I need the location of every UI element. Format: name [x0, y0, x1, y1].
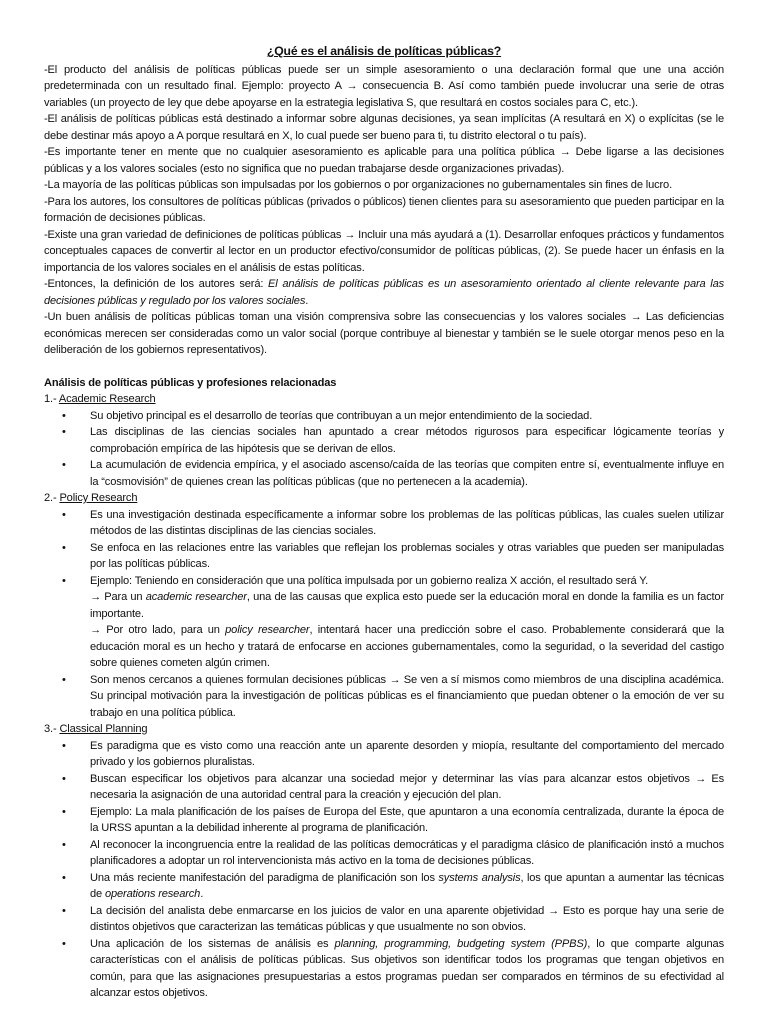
list-item — [62, 408, 724, 425]
list-item-text: Una aplicación de los sistemas de análisis es — [90, 937, 335, 950]
list-item — [62, 457, 724, 490]
intro-paragraph-2: -El análisis de políticas públicas está destinado a informar sobre algunas decisiones, ya sean implícitas (A resultará en X) o explícitas (se le debe destinar más apoyo a A porque resultará en X, lo cual puede ser bueno para ti, tu distrito electoral o tu país). — [44, 113, 724, 142]
bullet-icon: • — [62, 541, 66, 554]
arrow-text: → Por otro lado, para un — [90, 624, 226, 636]
list-item — [62, 771, 724, 804]
list-item-text: Es paradigma que es visto como una reacción ante un aparente desorden y miopía, resultante del comportamiento del mercado privado y los gobiernos pluralistas. — [90, 739, 724, 768]
bullet-icon: • — [62, 772, 66, 785]
bullet-icon: • — [62, 409, 66, 422]
bullet-icon: • — [62, 871, 66, 884]
page-title: ¿Qué es el análisis de políticas públicas? — [266, 44, 502, 58]
section-name: Policy Research — [59, 492, 138, 504]
list-item-text: Son menos cercanos a quienes formulan decisiones públicas → Se ven a sí mismos como miembros de una disciplina académica. Su principal motivación para la investigación de políticas públicas es el financiamiento que puedan obtener o la emoción de ver su trabajo en una política pública. — [90, 673, 724, 719]
list-item-text: La decisión del analista debe enmarcarse en los juicios de valor en una aparente objetividad → Esto es porque hay una serie de distintos objetivos que caracterizan las temáticas públicas y que usualmente no son obvios. — [90, 904, 724, 933]
intro-paragraph-4: -La mayoría de las políticas públicas son impulsadas por los gobiernos o por organizaciones no gubernamentales sin fines de lucro. — [44, 179, 673, 191]
list-item-text: Ejemplo: Teniendo en consideración que una política impulsada por un gobierno realiza X acción, el resultado será Y. — [90, 574, 649, 587]
arrow-text: → Para un — [90, 591, 146, 603]
list-item-text: Ejemplo: La mala planificación de los países de Europa del Este, que apuntaron a una economía centralizada, durante la época de la URSS apuntan a la debilidad inherente al programa de planificación. — [90, 805, 724, 834]
bullet-icon: • — [62, 426, 66, 438]
list-item — [62, 903, 724, 936]
list-item — [62, 573, 724, 672]
policy-research-list — [44, 507, 724, 722]
list-item — [62, 424, 724, 457]
section-name: Academic Research — [58, 393, 156, 405]
section-spacer — [44, 359, 724, 375]
definition-text: El análisis de políticas públicas es un asesoramiento orientado al cliente relevante para las decisiones públicas y regulado por los valores sociales — [44, 278, 724, 307]
list-item-text: Al reconocer la incongruencia entre la realidad de las políticas democráticas y el paradigma clásico de planificación instó a muchos planificadores a adoptar un rol intervencionista más activo en la toma de decisiones públicas. — [90, 838, 724, 867]
bullet-icon: • — [62, 937, 66, 950]
example-policy-researcher — [90, 622, 724, 672]
definition-paragraph — [44, 276, 724, 309]
definition-suffix: . — [305, 294, 309, 307]
list-item — [62, 672, 724, 722]
intro-paragraph-5: -Para los autores, los consultores de políticas públicas (privados o públicos) tienen clientes para su asesoramiento que pueden participar en la formación de decisiones públicas. — [44, 195, 724, 224]
term-ppbs: planning, programming, budgeting system (PPBS) — [334, 937, 588, 950]
section-name: Classical Planning — [59, 723, 148, 735]
example-text: , intentará hacer una predicción sobre el caso. Probablemente considerará que la educación moral es un hecho y tratará de enfocarse en acciones gubernamentales, como la seguridad, o la severidad del castigo sobre quienes cometen algún crimen. — [90, 624, 724, 669]
section-number: 2.- — [44, 492, 60, 504]
term-policy-researcher: policy researcher — [225, 624, 310, 636]
bullet-icon: • — [62, 838, 66, 851]
bullet-icon: • — [62, 508, 66, 521]
classical-planning-list — [44, 738, 724, 1002]
section-heading-academic-research — [44, 391, 724, 408]
section-title: Análisis de políticas públicas y profesiones relacionadas — [44, 376, 337, 389]
term-systems-analysis: systems analysis — [438, 871, 521, 884]
intro-paragraph-3: -Es importante tener en mente que no cualquier asesoramiento es aplicable para una política pública → Debe ligarse a las decisiones públicas y a los valores sociales (esto no significa que no puedan trabajarse desde organizaciones privadas). — [44, 146, 724, 175]
list-item — [62, 507, 724, 540]
bullet-icon: • — [62, 805, 66, 818]
list-item-text: . — [200, 888, 204, 900]
list-item-text: Es una investigación destinada específicamente a informar sobre los problemas de las políticas públicas, las cuales suelen utilizar métodos de las distintas disciplinas de las ciencias sociales. — [90, 508, 724, 537]
bullet-icon: • — [62, 459, 66, 471]
list-item — [62, 540, 724, 573]
bullet-icon: • — [62, 673, 66, 686]
definition-prefix: -Entonces, la definición de los autores será: — [44, 278, 269, 290]
intro-paragraph-6: -Existe una gran variedad de definiciones de políticas públicas → Incluir una más ayudará a (1). Desarrollar enfoques prácticos y fundamentos conceptuales capaces de convertir al lector en un productor efectivo/consumidor de políticas públicas, (2). Se puede hacer un énfasis en la importancia de los valores sociales en el análisis de estas políticas. — [44, 228, 724, 274]
example-text: , una de las causas que explica esto puede ser la educación moral en donde la familia es un factor importante. — [90, 591, 724, 620]
bullet-icon: • — [62, 574, 66, 587]
list-item-text: Buscan especificar los objetivos para alcanzar una sociedad mejor y determinar las vías para alcanzar estos objetivos → Es necesaria la asignación de una autoridad central para la creación y ejecución del plan. — [90, 772, 724, 801]
bullet-icon: • — [62, 904, 66, 917]
section-number: 1.- — [44, 393, 59, 405]
term-operations-research: operations research — [104, 888, 201, 900]
list-item — [62, 804, 724, 837]
section-number: 3.- — [44, 723, 60, 735]
bullet-icon: • — [62, 739, 66, 752]
list-item — [62, 837, 724, 870]
intro-paragraph-1: -El producto del análisis de políticas públicas puede ser un simple asesoramiento o una declaración formal que une una acción predeterminada con un resultado final. Ejemplo: proyecto A → consecuencia B. Así como también puede involucrar una serie de otras variables (un proyecto de ley que debe apoyarse en la estrategia legislativa S, que resultará en costos sociales para C, etc.). — [44, 63, 724, 109]
academic-research-list — [44, 408, 724, 491]
list-item — [62, 870, 724, 903]
list-item — [62, 738, 724, 771]
section-heading-classical-planning — [44, 721, 724, 738]
list-item-text: Las disciplinas de las ciencias sociales han apuntado a crear métodos rigurosos para especificar lógicamente teorías y comprobación empírica de las hipótesis que se derivan de ellos. — [90, 426, 724, 455]
term-academic-researcher: academic researcher — [145, 591, 247, 603]
list-item-text: , los que apuntan a aumentar las técnicas de — [90, 871, 724, 900]
section-heading-policy-research — [44, 490, 724, 507]
list-item-text: La acumulación de evidencia empírica, y el asociado ascenso/caída de las teorías que compiten entre sí, eventualmente influye en la “cosmovisión” de quienes crean las políticas públicas (que no pertenecen a la academia). — [90, 459, 724, 488]
list-item-text: Su objetivo principal es el desarrollo de teorías que contribuyan a un mejor entendimiento de la sociedad. — [90, 409, 593, 422]
list-item-text: Una más reciente manifestación del paradigma de planificación son los — [90, 871, 439, 884]
list-item — [62, 936, 724, 1002]
closing-paragraph: -Un buen análisis de políticas públicas toman una visión comprensiva sobre las consecuencias y los valores sociales → Las deficiencias económicas merecen ser consideradas como un valor social (porque contribuye al bienestar y también se le suele otorgar menos peso en la deliberación de los gobiernos representativos). — [44, 311, 724, 356]
list-item-text: Se enfoca en las relaciones entre las variables que reflejan los problemas sociales y otras variables que pueden ser manipuladas por las políticas públicas. — [90, 541, 724, 570]
example-academic-researcher — [90, 589, 724, 622]
list-item-text: , lo que comparte algunas características con el análisis de políticas públicas. Sus objetivos son identificar todos los programas que tengan objetivos en común, para que las asignaciones presupuestarias a estos programas puedan ser comparados en términos de su efectividad al alcanzar estos objetivos. — [90, 937, 724, 999]
